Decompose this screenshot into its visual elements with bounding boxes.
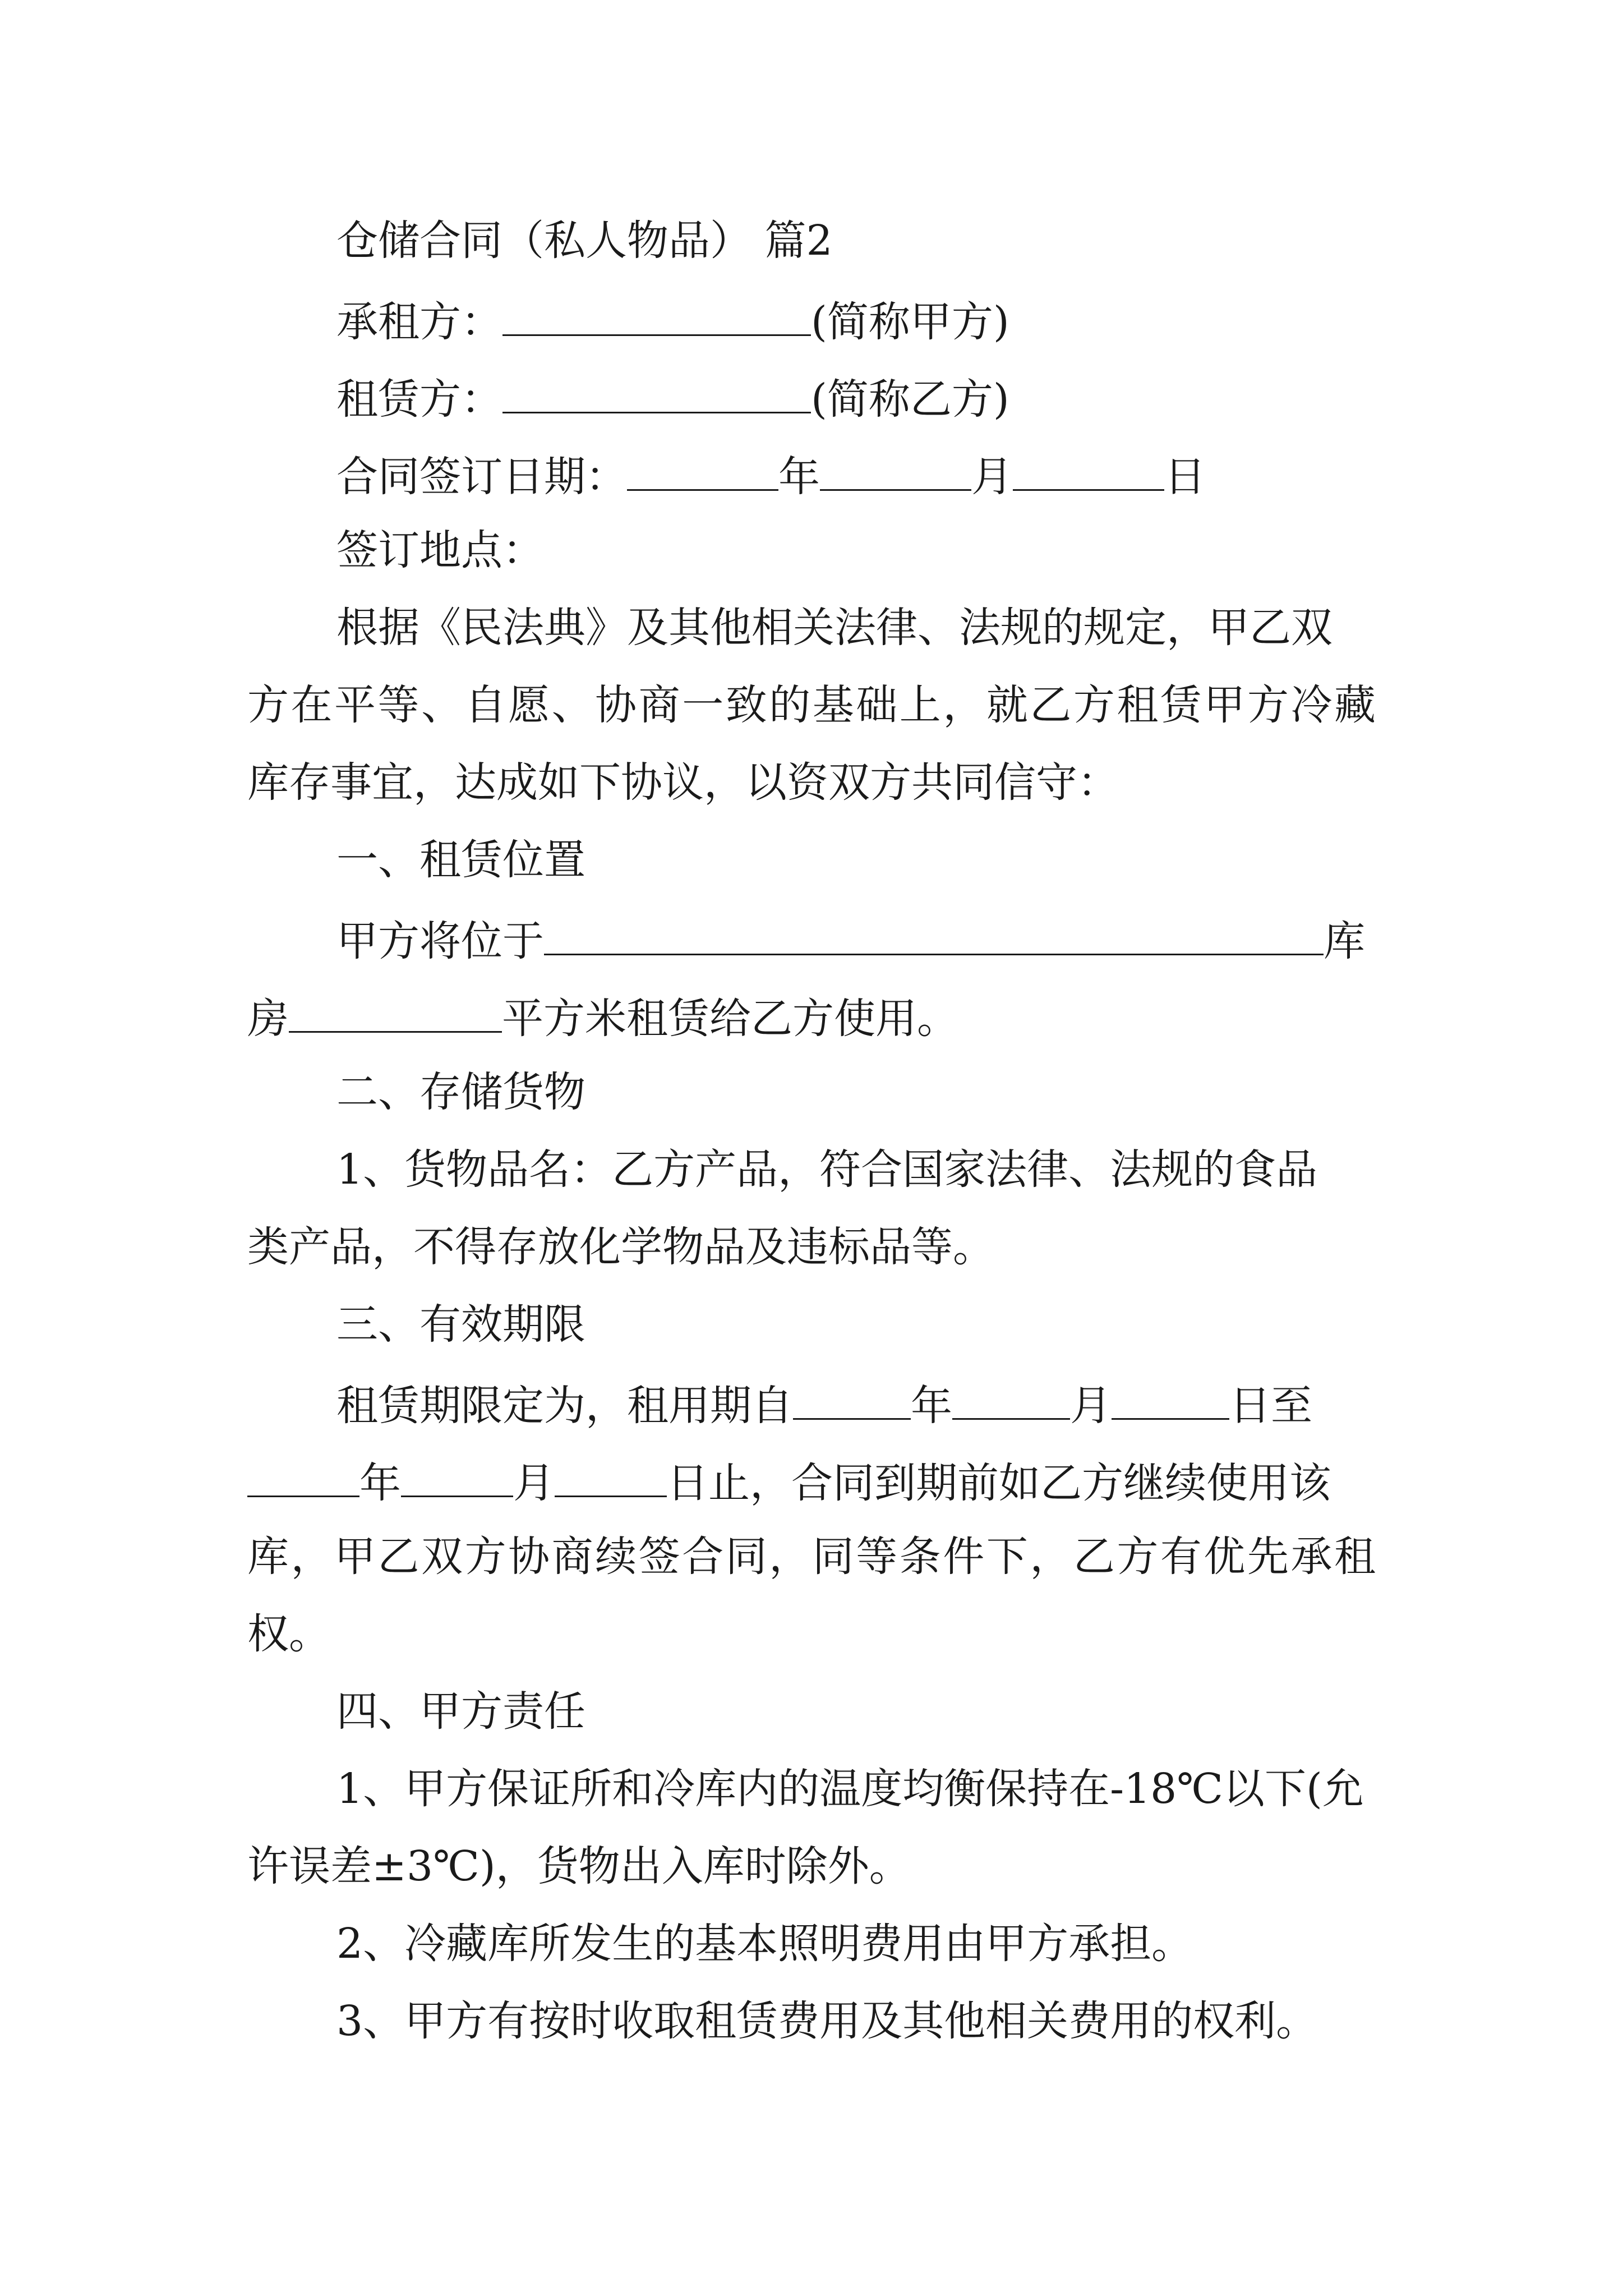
start-day-blank[interactable] — [1112, 1381, 1229, 1420]
start-year-blank[interactable] — [793, 1381, 911, 1420]
lessor-suffix: (简称乙方) — [811, 375, 1009, 424]
sign-date-label: 合同签订日期： — [336, 453, 627, 501]
sign-year-label: 年 — [778, 453, 820, 501]
start-month-label: 月 — [1070, 1382, 1112, 1430]
location-blank[interactable] — [544, 917, 1324, 955]
section-2-heading: 二、存储货物 — [336, 1068, 585, 1116]
end-year-blank[interactable] — [247, 1458, 359, 1497]
start-year-label: 年 — [911, 1382, 952, 1430]
area-blank[interactable] — [289, 994, 502, 1033]
document-title: 仓储合同（私人物品） 篇2 — [336, 217, 833, 265]
area-text: 平方米租赁给乙方使用。 — [502, 995, 958, 1043]
sign-year-blank[interactable] — [627, 452, 778, 491]
intro-line-2: 方在平等、自愿、协商一致的基础上，就乙方租赁甲方冷藏 — [247, 681, 1376, 729]
end-month-blank[interactable] — [401, 1458, 513, 1497]
location-warehouse-text: 库 — [1324, 917, 1365, 965]
lessee-blank[interactable] — [502, 297, 811, 336]
lessor-line — [336, 375, 1009, 424]
sign-place-line: 签订地点： — [336, 526, 544, 574]
location-line-1 — [336, 917, 1365, 965]
end-year-label: 年 — [359, 1459, 401, 1507]
term-line-1 — [336, 1381, 1312, 1430]
sign-month-label: 月 — [971, 453, 1013, 501]
duty-1-line-2: 许误差±3℃)，货物出入库时除外。 — [247, 1842, 911, 1890]
section-1-heading: 一、租赁位置 — [336, 836, 585, 884]
end-day-text: 日止，合同到期前如乙方继续使用该 — [667, 1459, 1331, 1507]
end-month-label: 月 — [513, 1459, 555, 1507]
section-3-heading: 三、有效期限 — [336, 1300, 585, 1349]
duty-3: 3、甲方有按时收取租赁费用及其他相关费用的权利。 — [336, 1997, 1318, 2045]
location-text: 甲方将位于 — [336, 917, 544, 965]
sign-day-label: 日 — [1164, 453, 1206, 501]
sign-month-blank[interactable] — [820, 452, 971, 491]
lessor-blank[interactable] — [502, 375, 811, 413]
end-day-blank[interactable] — [555, 1458, 667, 1497]
start-day-label: 日至 — [1229, 1382, 1312, 1430]
duty-1-line-1: 1、甲方保证所和冷库内的温度均衡保持在-18℃以下(允 — [336, 1765, 1364, 1813]
intro-line-3: 库存事宜，达成如下协议，以资双方共同信守： — [247, 758, 1119, 807]
goods-line-2: 类产品，不得存放化学物品及违标品等。 — [247, 1223, 994, 1271]
term-line-3: 库，甲乙双方协商续签合同，同等条件下，乙方有优先承租 — [247, 1533, 1376, 1581]
section-4-heading: 四、甲方责任 — [336, 1687, 585, 1736]
sign-day-blank[interactable] — [1013, 452, 1164, 491]
sign-date-line — [336, 452, 1206, 501]
term-text: 租赁期限定为，租用期自 — [336, 1382, 793, 1430]
lessee-line — [336, 297, 1009, 346]
intro-line-1: 根据《民法典》及其他相关法律、法规的规定，甲乙双 — [336, 604, 1332, 652]
term-line-2 — [247, 1458, 1331, 1507]
room-text: 房 — [247, 995, 289, 1043]
term-line-4: 权。 — [247, 1610, 330, 1658]
duty-2: 2、冷藏库所发生的基本照明费用由甲方承担。 — [336, 1920, 1193, 1968]
lessor-label: 租赁方： — [336, 375, 502, 424]
location-line-2 — [247, 994, 958, 1043]
lessee-suffix: (简称甲方) — [811, 298, 1009, 346]
start-month-blank[interactable] — [952, 1381, 1070, 1420]
goods-line-1: 1、货物品名：乙方产品，符合国家法律、法规的食品 — [336, 1145, 1318, 1194]
lessee-label: 承租方： — [336, 298, 502, 346]
